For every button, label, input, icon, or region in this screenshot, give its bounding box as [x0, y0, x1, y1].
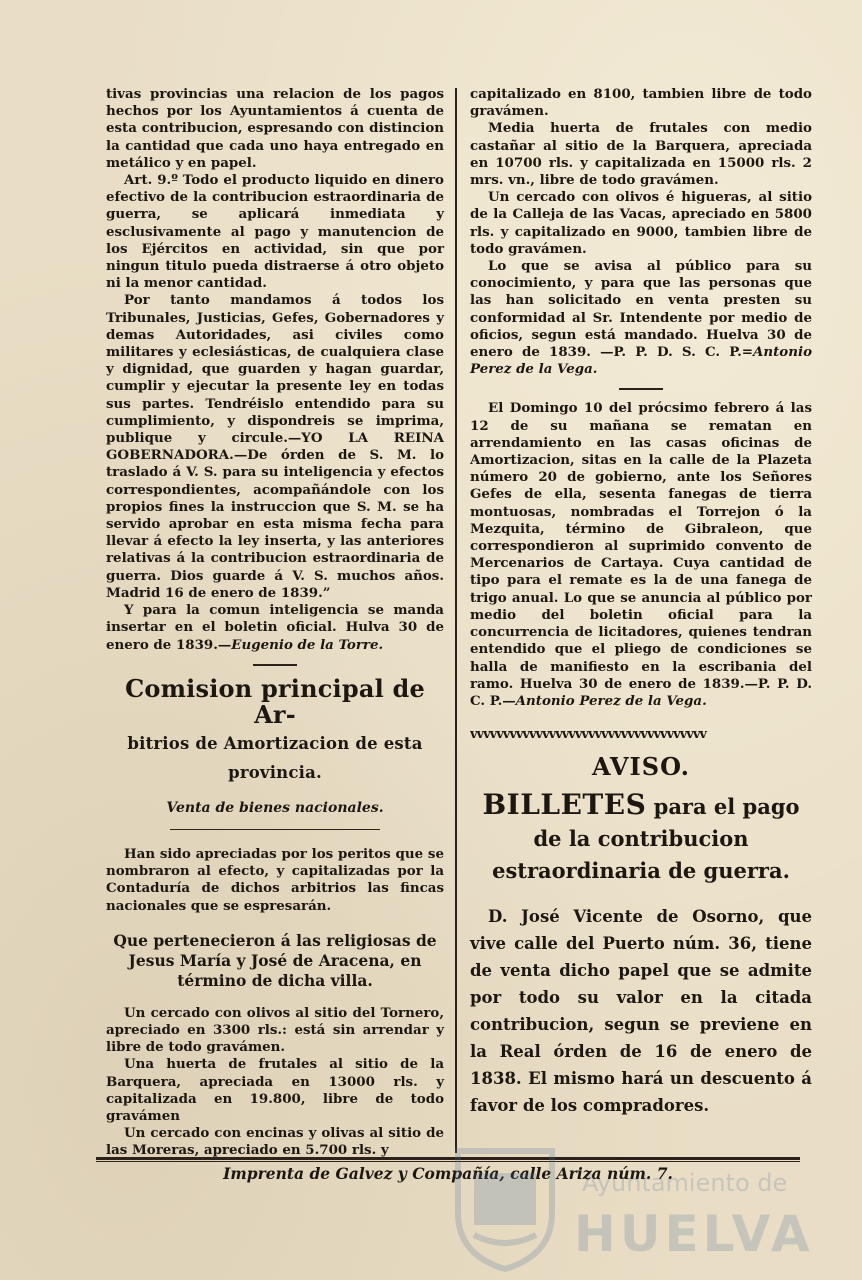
auction-paragraph: El Domingo 10 del prócsimo febrero á las 12 de su mañana se rematan en arrendamiento en las casas oficinas de Amortizacion, sitas en la calle de la Plazeta número 20 de gobierno, ante los Señores Gefes de ella, sesenta fanegas de tierra montuosas, nombradas el Torrejon ó la Mezquita, término de Gibraleon, que correspondieron al suprimido convento de Mercenarios de Cartaya. Cuya cantidad de tipo para el remate es la de una fanega de trigo anual. Lo que se anuncia al público por medio del boletin oficial para la concurrencia de licitadores, quienes tendran entendido que el pliego de condiciones se halla de manifiesto en la escribania del ramo. Huelva 30 de enero de 1839.—P. P. D. C. P.—Antonio Perez de la Vega. [470, 400, 812, 709]
printer-imprint: Imprenta de Galvez y Compañía, calle Ariza núm. 7. [223, 1164, 673, 1183]
signature: Antonio Perez de la Vega. [515, 692, 707, 709]
property-item: Un cercado con encinas y olivas al sitio de las Moreras, apreciado en 5.700 rls. y [106, 1125, 444, 1159]
decree-paragraph: Por tanto mandamos á todos los Tribunales, Justicias, Gefes, Gobernadores y demas Autoridades, asi civiles como militares y eclesiásticas, de cualquiera clase y dignidad, que guarden y hagan guardar, cumplir y ejecutar la presente ley en todas sus partes. Tendréislo entendido para su cumplimiento, y dispondreis se imprima, publique y circule.—YO LA REINA GOBERNADORA.—De órden de S. M. lo traslado á V. S. para su inteligencia y efectos correspondientes, acompañándole con los propios fines la instruccion que S. M. se ha servido aprobar en esta misma fecha para llevar á efecto la ley inserta, y las anteriores relativas á la contribucion estraordinaria de guerra. Dios guarde á V. S. muchos años. Madrid 16 de enero de 1839.” [106, 292, 444, 601]
signature: Antonio Perez de la Vega. [470, 344, 812, 378]
property-item: Media huerta de frutales con medio castañar al sitio de la Barquera, apreciada en 10700 rls. y capitalizada en 15000 rls. 2 mrs. vn., libre de todo gravámen. [470, 120, 812, 189]
watermark [450, 1135, 814, 1275]
signature: Eugenio de la Torre. [231, 636, 384, 653]
publication-paragraph: Y para la comun inteligencia se manda insertar en el boletin oficial. Hulva 30 de enero de 1839.—Eugenio de la Torre. [106, 602, 444, 653]
shield-icon [450, 1143, 560, 1273]
left-paragraph-1: tivas provincias una relacion de los pagos hechos por los Ayuntamientos á cuenta de esta contribucion, espresando con distincion la cantidad que cada uno haya entregado en metálico y en papel. [106, 86, 444, 171]
group-title: Que pertenecieron á las religiosas de Jesus María y José de Aracena, en término de dicha villa. [113, 930, 437, 990]
section-title: Comision principal de Ar- bitrios de Amortizacion de esta provincia. [125, 673, 425, 782]
subheading: Venta de bienes nacionales. [166, 799, 384, 816]
property-item: Un cercado con olivos é higueras, al sitio de la Calleja de las Vacas, apreciado en 5800 rls. y capitalizado en 9000, tambien libre de todo gravámen. [470, 189, 812, 257]
column-divider [455, 88, 457, 1153]
separator-rule [619, 388, 663, 390]
appraisal-paragraph: Han sido apreciadas por los peritos que se nombraron al efecto, y capitalizadas por la Contaduría de dichos arbitrios las fincas nacionales que se espresarán. [106, 845, 444, 914]
wavy-divider: vvvvvvvvvvvvvvvvvvvvvvvvvvvvvvvvvvvv [470, 730, 706, 741]
right-paragraph-1: capitalizado en 8100, tambien libre de todo gravámen. [470, 86, 812, 120]
separator-rule [253, 664, 297, 666]
property-item: Una huerta de frutales al sitio de la Barquera, apreciada en 13000 rls. y capitalizada en 19.800, libre de todo gravámen [106, 1056, 444, 1124]
billetes-paragraph: D. José Vicente de Osorno, que vive calle del Puerto núm. 36, tiene de venta dicho papel que se admite por todo su valor en la citada contribucion, segun se previene en la Real órden de 16 de enero de 1838. El mismo hará un descuento á favor de los compradores. [470, 907, 812, 1116]
aviso-heading: AVISO. [592, 752, 690, 782]
watermark-line-1: Ayuntamiento de [582, 1169, 788, 1197]
thin-rule [170, 829, 380, 830]
right-column [470, 86, 812, 1119]
notice-paragraph: Lo que se avisa al público para su conocimiento, y para que las personas que las han solicitado en venta presten su conformidad al Sr. Intendente por medio de oficios, segun está mandado. Huelva 30 de enero de 1839. —P. P. D. S. C. P.=Antonio Perez de la Vega. [470, 258, 812, 378]
article-9-paragraph: Art. 9.º Todo el producto liquido en dinero efectivo de la contribucion estraordinaria de guerra, se aplicará inmediata y esclusivamente al pago y manutencion de los Ejércitos en actividad, sin que por ningun titulo pueda distraerse á otro objeto ni la menor cantidad. [106, 172, 444, 292]
property-item: Un cercado con olivos al sitio del Tornero, apreciado en 3300 rls.: está sin arrendar y libre de todo gravámen. [106, 1004, 444, 1056]
left-column [106, 86, 444, 1160]
billetes-heading: BILLETES para el pago de la contribucion estraordinaria de guerra. [482, 788, 800, 884]
watermark-line-2: HUELVA [574, 1205, 814, 1263]
